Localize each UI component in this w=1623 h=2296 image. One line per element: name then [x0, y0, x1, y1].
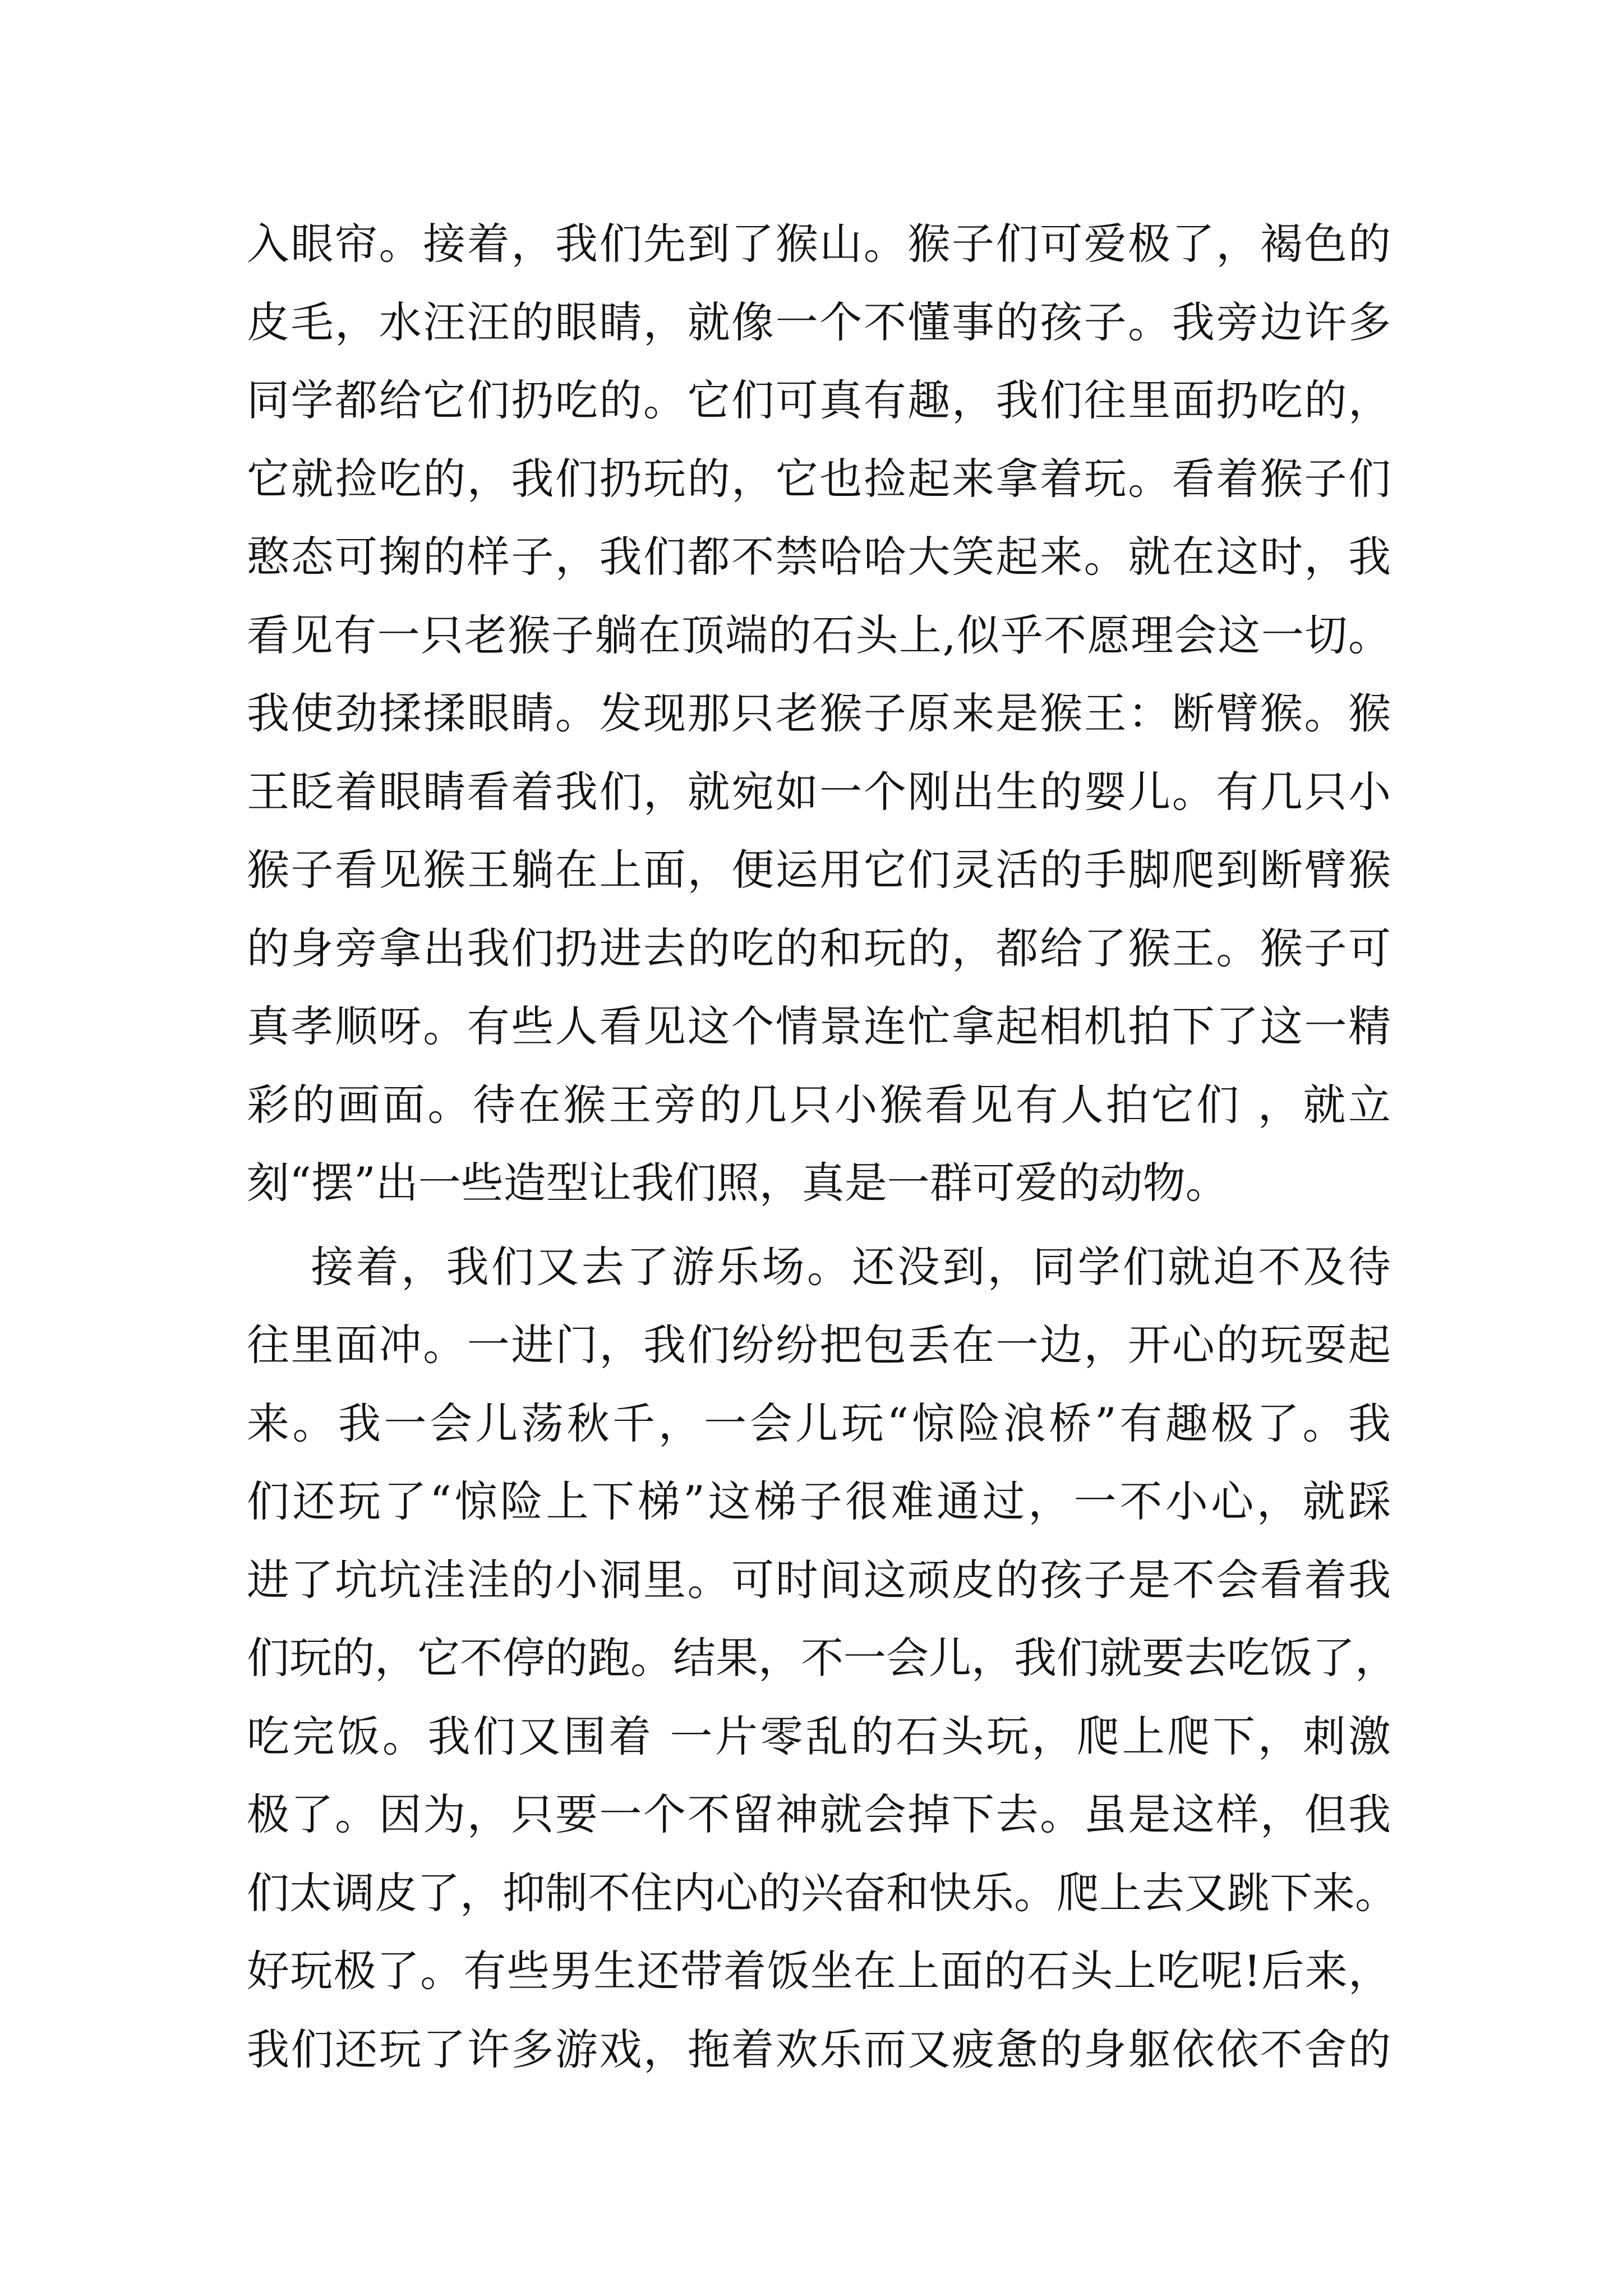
text-line: 憨态可掬的样子，我们都不禁哈哈大笑起来。就在这时，我	[247, 532, 1391, 582]
text-line: 极了。因为，只要一个不留神就会掉下去。虽是这样，但我	[247, 1789, 1391, 1839]
text-line: 看见有一只老猴子躺在顶端的石头上,似乎不愿理会这一切。	[247, 610, 1391, 660]
paragraph-gap	[247, 1222, 1391, 1228]
text-line: 它就捡吃的，我们扔玩的，它也捡起来拿着玩。看着猴子们	[247, 453, 1391, 504]
text-line: 皮毛，水汪汪的眼睛，就像一个不懂事的孩子。我旁边许多	[247, 297, 1391, 347]
text-line: 入眼帘。接着，我们先到了猴山。猴子们可爱极了，褐色的	[247, 219, 1391, 269]
text-line: 好玩极了。有些男生还带着饭坐在上面的石头上吃呢!后来，	[247, 1946, 1391, 1996]
text-line: 彩的画面。待在猴王旁的几只小猴看见有人拍它们 ，就立	[247, 1079, 1391, 1130]
text-line: 猴子看见猴王躺在上面，便运用它们灵活的手脚爬到断臂猴	[247, 845, 1391, 895]
text-line: 的身旁拿出我们扔进去的吃的和玩的，都给了猴王。猴子可	[247, 923, 1391, 973]
text-line: 们玩的，它不停的跑。结果，不一会儿，我们就要去吃饭了，	[247, 1633, 1398, 1683]
text-line: 们太调皮了，抑制不住内心的兴奋和快乐。爬上去又跳下来。	[247, 1867, 1398, 1918]
paragraph-1	[247, 205, 1391, 1222]
text-line: 往里面冲。一进门，我们纷纷把包丢在一边，开心的玩耍起	[247, 1320, 1391, 1370]
body-text	[247, 205, 1398, 2088]
text-line: 我使劲揉揉眼睛。发现那只老猴子原来是猴王：断臂猴。猴	[247, 688, 1391, 738]
text-line: 真孝顺呀。有些人看见这个情景连忙拿起相机拍下了这一精	[247, 1001, 1391, 1051]
text-line: 来。我一会儿荡秋千，一会儿玩“惊险浪桥”有趣极了。我	[247, 1398, 1391, 1448]
text-line: 接着，我们又去了游乐场。还没到，同学们就迫不及待	[247, 1241, 1391, 1292]
text-line: 王眨着眼睛看着我们，就宛如一个刚出生的婴儿。有几只小	[247, 766, 1391, 817]
paragraph-2	[247, 1228, 1398, 2089]
text-line: 吃完饭。我们又围着 一片零乱的石头玩，爬上爬下，刺激	[247, 1711, 1391, 1761]
text-line: 我们还玩了许多游戏，拖着欢乐而又疲惫的身躯依依不舍的	[247, 2024, 1391, 2074]
text-line: 们还玩了“惊险上下梯”这梯子很难通过，一不小心，就踩	[247, 1476, 1391, 1526]
text-line: 同学都给它们扔吃的。它们可真有趣，我们往里面扔吃的，	[247, 375, 1391, 425]
text-line: 进了坑坑洼洼的小洞里。可时间这顽皮的孩子是不会看着我	[247, 1554, 1391, 1605]
text-line-last: 刻“摆”出一些造型让我们照，真是一群可爱的动物。	[247, 1158, 1228, 1208]
